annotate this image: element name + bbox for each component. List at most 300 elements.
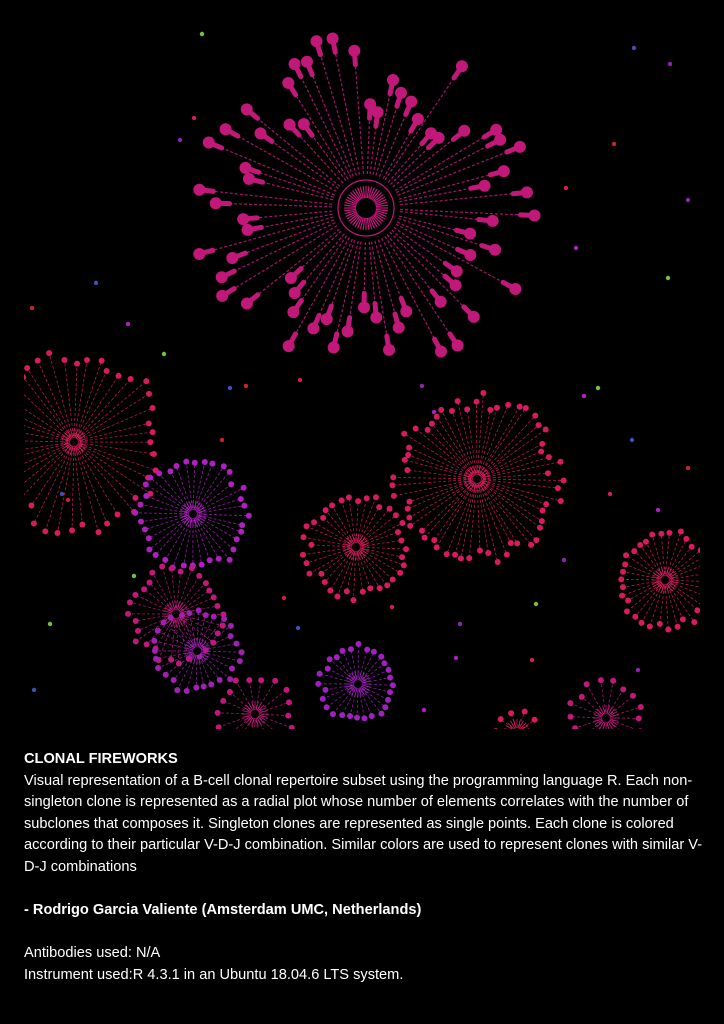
clone-spoke (249, 680, 254, 708)
clone-tip (339, 712, 345, 718)
clone-tip (171, 677, 177, 683)
clone-tip (54, 530, 60, 536)
clone-spoke (479, 405, 508, 474)
clone-tip (456, 60, 468, 72)
clone-spoke (363, 688, 386, 707)
clone-spoke (611, 696, 633, 714)
clone-tip (221, 616, 227, 622)
clone-tip (383, 344, 395, 356)
clone-tip (406, 515, 412, 521)
clone-tip (142, 527, 148, 533)
clone-tip (346, 494, 352, 500)
clone-spoke (646, 542, 662, 575)
singleton-point (200, 32, 204, 36)
clone-tip (412, 113, 424, 125)
clone-tip (163, 672, 169, 678)
clone-tip (373, 494, 379, 500)
clone-spoke (409, 448, 471, 477)
clone-tip (543, 501, 549, 507)
clone-tip (636, 715, 642, 721)
clone-tip (477, 547, 483, 553)
clone-tip (358, 301, 370, 313)
clone-tip (493, 728, 499, 729)
clone-spoke (135, 513, 187, 514)
clone-spoke (337, 657, 354, 679)
singleton-point (686, 466, 690, 470)
clone-tip (485, 550, 491, 556)
singleton-point (298, 378, 302, 382)
singleton-point (32, 688, 36, 692)
clone-tip (431, 537, 437, 543)
clone-tip (458, 555, 464, 561)
clone-spoke (24, 384, 70, 438)
clone-tip (238, 529, 244, 535)
clone-tip (289, 725, 295, 729)
clone-tip (647, 623, 653, 629)
clone-tip (390, 474, 396, 480)
clone-spoke (408, 455, 471, 477)
bottom-left-small-clone (215, 677, 295, 729)
clone-spoke (72, 448, 74, 530)
clone-tip (545, 470, 551, 476)
clone-tip (344, 588, 350, 594)
singleton-point (282, 596, 286, 600)
clone-tip (127, 599, 133, 605)
clone-tip (329, 502, 335, 508)
clone-tip (540, 508, 546, 514)
clone-spoke (480, 407, 520, 474)
clone-tip (538, 448, 544, 454)
clone-spoke (181, 590, 209, 610)
clone-tip (567, 700, 573, 706)
clone-tip (405, 96, 417, 108)
clone-tip (403, 546, 409, 552)
clone-spoke (199, 657, 211, 685)
clone-tip (624, 608, 630, 614)
clone-tip (193, 184, 205, 196)
clone-tip (619, 593, 625, 599)
clone-tip (487, 215, 499, 227)
clone-tip (310, 35, 322, 47)
clone-tip (203, 612, 209, 618)
singleton-point (178, 138, 182, 142)
clone-tip (532, 413, 538, 419)
clone-tip (555, 485, 561, 491)
clone-tip (196, 607, 202, 613)
clone-tip (220, 698, 226, 704)
clone-tip (115, 511, 121, 517)
clone-tip (285, 713, 291, 719)
left-pink-clone (24, 350, 159, 536)
clone-tip (181, 563, 187, 569)
clone-tip (323, 507, 329, 513)
clone-tip (167, 468, 173, 474)
clone-tip (320, 515, 326, 521)
clone-tip (221, 463, 227, 469)
clone-tip (625, 598, 631, 604)
clone-spoke (575, 720, 600, 728)
clone-tip (28, 503, 34, 509)
clone-tip (466, 555, 472, 561)
clone-tip (241, 103, 253, 115)
clone-tip (622, 561, 628, 567)
clone-tip (393, 512, 399, 518)
clone-tip (505, 402, 511, 408)
clone-tip (227, 689, 233, 695)
clone-tip (395, 529, 401, 535)
clone-tip (95, 529, 101, 535)
clone-tip (306, 571, 312, 577)
clone-tip (241, 503, 247, 509)
clone-spoke (360, 552, 387, 586)
clone-spoke (78, 446, 135, 498)
clone-tip (479, 180, 491, 192)
clone-tip (666, 530, 672, 536)
clone-spoke (196, 466, 224, 509)
clone-tip (138, 519, 144, 525)
clone-tip (203, 580, 209, 586)
clone-tip (433, 132, 445, 144)
clone-spoke (24, 390, 69, 439)
clone-spoke (482, 483, 540, 528)
clone-tip (638, 704, 644, 710)
clone-tip (215, 710, 221, 716)
clone-spoke (198, 518, 234, 550)
clone-tip (234, 536, 240, 542)
clone-spoke (199, 217, 333, 254)
clone-tip (215, 630, 221, 636)
clone-tip (387, 675, 393, 681)
clone-tip (233, 641, 239, 647)
clone-spoke (222, 223, 336, 277)
clone-spoke (159, 620, 174, 661)
clone-tip (452, 340, 464, 352)
clone-tip (354, 715, 360, 721)
clone-tip (31, 520, 37, 526)
clone-tip (364, 495, 370, 501)
clone-tip (584, 681, 590, 687)
clone-tip (300, 552, 306, 558)
clone-tip (406, 445, 412, 451)
clone-spoke (409, 482, 471, 518)
clone-tip (543, 427, 549, 433)
clone-tip (413, 426, 419, 432)
singleton-point (530, 658, 534, 662)
clone-tip (364, 647, 370, 653)
singleton-point (686, 198, 690, 202)
clone-spoke (353, 553, 355, 600)
clone-tip (285, 272, 297, 284)
clone-spoke (441, 410, 474, 474)
singleton-point (630, 438, 634, 442)
clone-tip (391, 493, 397, 499)
clone-spoke (186, 462, 192, 508)
clone-tip (322, 579, 328, 585)
clone-tip (480, 390, 486, 396)
clone-tip (529, 209, 541, 221)
clone-spoke (80, 432, 153, 441)
clone-tip (406, 499, 412, 505)
clone-tip (370, 311, 382, 323)
clone-tip (429, 421, 435, 427)
clone-tip (242, 224, 254, 236)
clone-tip (184, 688, 190, 694)
clone-tip (239, 162, 251, 174)
clone-spoke (199, 515, 242, 525)
antibodies-used: Antibodies used: N/A (24, 945, 161, 962)
clone-tip (146, 420, 152, 426)
clone-tip (360, 589, 366, 595)
clone-tip (300, 534, 306, 540)
singleton-point (454, 656, 458, 660)
clone-tip (301, 56, 313, 68)
clone-tip (620, 686, 626, 692)
clone-tip (141, 586, 147, 592)
singleton-point (220, 438, 224, 442)
clone-spoke (34, 447, 71, 523)
clone-tip (419, 528, 425, 534)
caption-description: Visual representation of a B-cell clonal repertoire subset using the programming language R. Each non-singleton clone is represented as a radial plot whose number of elements correlates with the number of subclones that composes it. Singleton clones are represented as single points. Each clone is colored according to their particular V-D-J combination. Similar colors are used to represent clones with similar V-D-J combinations (24, 772, 703, 875)
clone-core (473, 475, 481, 483)
clone-tip (325, 666, 331, 672)
clone-tip (384, 582, 390, 588)
clone-tip (318, 571, 324, 577)
clone-tip (150, 429, 156, 435)
clone-tip (174, 687, 180, 693)
clone-tip (143, 481, 149, 487)
clone-tip (355, 498, 361, 504)
clone-tip (382, 704, 388, 710)
bottom-center-purple-clone (315, 641, 396, 721)
clone-tip (637, 542, 643, 548)
singleton-point (132, 574, 136, 578)
clone-tip (379, 711, 385, 717)
clonal-fireworks-plot (24, 24, 700, 729)
clone-tip (620, 584, 626, 590)
clone-tip (649, 532, 655, 538)
clone-tip (623, 552, 629, 558)
clone-tip (315, 681, 321, 687)
clone-tip (211, 594, 217, 600)
clone-tip (283, 340, 295, 352)
clone-spoke (79, 445, 148, 478)
singleton-point (228, 386, 232, 390)
clone-tip (567, 714, 573, 720)
clone-core (602, 714, 610, 722)
clone-tip (239, 649, 245, 655)
clone-core (251, 710, 259, 718)
clone-tip (539, 518, 545, 524)
clone-tip (133, 618, 139, 624)
clone-tip (214, 603, 220, 609)
clone-tip (514, 540, 520, 546)
clone-tip (239, 522, 245, 528)
clone-spoke (416, 429, 473, 476)
clone-tip (226, 252, 238, 264)
clone-tip (227, 676, 233, 682)
clone-spoke (333, 689, 354, 714)
clone-tip (146, 391, 152, 397)
clone-spoke (356, 501, 358, 541)
clone-spoke (347, 553, 355, 592)
singleton-point (150, 452, 154, 456)
clone-tip (579, 694, 585, 700)
clone-tip (371, 649, 377, 655)
singleton-point (192, 116, 196, 120)
clone-tip (146, 535, 152, 541)
clone-tip (390, 682, 396, 688)
clone-tip (308, 542, 314, 548)
clone-tip (169, 566, 175, 572)
clone-tip (162, 557, 168, 563)
clone-spoke (405, 460, 471, 478)
clone-spoke (199, 516, 242, 532)
clone-tip (473, 399, 479, 405)
clone-spoke (57, 448, 72, 533)
clone-tip (643, 539, 649, 545)
clone-tip (372, 106, 384, 118)
clone-tip (509, 283, 521, 295)
clone-tip (620, 569, 626, 575)
clone-spoke (149, 518, 188, 550)
clone-spoke (481, 483, 536, 540)
clone-spoke (409, 481, 471, 502)
clone-spoke (362, 548, 402, 557)
singleton-point (668, 62, 672, 66)
clone-tip (243, 173, 255, 185)
clone-core (189, 510, 197, 518)
clone-tip (42, 528, 48, 534)
clone-spoke (360, 690, 371, 716)
clone-tip (228, 481, 234, 487)
clone-tip (311, 519, 317, 525)
clone-tip (327, 587, 333, 593)
clone-spoke (79, 445, 150, 493)
clone-spoke (650, 586, 663, 627)
singleton-point (582, 394, 586, 398)
clone-tip (147, 580, 153, 586)
clone-tip (334, 654, 340, 660)
clone-tip (517, 404, 523, 410)
clone-tip (340, 648, 346, 654)
clone-tip (24, 374, 26, 380)
clone-tip (104, 520, 110, 526)
clone-tip (498, 165, 510, 177)
clone-tip (390, 576, 396, 582)
clone-tip (155, 665, 161, 671)
singleton-point (632, 46, 636, 50)
clone-tip (79, 522, 85, 528)
clone-tip (449, 408, 455, 414)
clone-tip (639, 620, 645, 626)
clone-spoke (150, 583, 173, 610)
clone-spoke (393, 477, 471, 479)
clone-tip (125, 611, 131, 617)
clone-spoke (222, 226, 337, 296)
clone-tip (367, 585, 373, 591)
clone-tip (514, 141, 526, 153)
clone-tip (402, 457, 408, 463)
clone-tip (228, 633, 234, 639)
singleton-point (564, 186, 568, 190)
clone-tip (161, 620, 167, 626)
clone-spoke (159, 473, 189, 509)
clone-tip (246, 677, 252, 683)
clone-tip (227, 557, 233, 563)
instrument-used: Instrument used:R 4.3.1 in an Ubuntu 18.04.6 LTS system. (24, 966, 404, 983)
clone-tip (132, 510, 138, 516)
singleton-point (608, 492, 612, 496)
clone-spoke (75, 360, 87, 436)
clone-spoke (670, 583, 700, 609)
clone-tip (665, 626, 671, 632)
clone-tip (399, 520, 405, 526)
clone-spoke (223, 701, 249, 712)
clone-spoke (80, 443, 154, 454)
singleton-point (574, 246, 578, 250)
clone-tip (211, 614, 217, 620)
clone-tip (458, 125, 470, 137)
clone-tip (468, 311, 480, 323)
clone-tip (330, 711, 336, 717)
clone-tip (376, 504, 382, 510)
clone-tip (498, 716, 504, 722)
clone-spoke (261, 714, 288, 715)
clone-tip (143, 493, 149, 499)
clone-tip (637, 728, 643, 729)
clone-tip (304, 560, 310, 566)
clone-tip (361, 715, 367, 721)
clone-tip (386, 667, 392, 673)
clone-tip (150, 405, 156, 411)
clone-tip (220, 123, 232, 135)
clone-tip (434, 414, 440, 420)
clone-spoke (483, 481, 547, 504)
clone-tip (355, 641, 361, 647)
clone-tip (455, 398, 461, 404)
clone-tip (630, 693, 636, 699)
center-right-pink-clone (389, 390, 566, 565)
singleton-point (612, 142, 616, 146)
clone-tip (691, 619, 697, 625)
clone-tip (387, 506, 393, 512)
clone-spoke (199, 514, 249, 516)
clone-spoke (362, 657, 381, 680)
clone-tip (104, 368, 110, 374)
clone-spoke (80, 408, 153, 440)
clone-spoke (202, 655, 231, 679)
clone-tip (258, 677, 264, 683)
clone-tip (149, 570, 155, 576)
clone-tip (327, 656, 333, 662)
clone-tip (657, 621, 663, 627)
clone-tip (196, 573, 202, 579)
clone-tip (46, 350, 52, 356)
clone-spoke (437, 417, 474, 474)
clone-spoke (326, 510, 353, 542)
clone-tip (147, 475, 153, 481)
clone-tip (217, 677, 223, 683)
clone-spoke (260, 718, 280, 729)
clone-tip (561, 477, 567, 483)
lower-left-purple-clone (151, 607, 244, 694)
clone-tip (152, 648, 158, 654)
clone-tip (532, 717, 538, 723)
clone-spoke (216, 203, 332, 207)
clone-tip (183, 459, 189, 465)
clone-spoke (27, 368, 71, 437)
clone-tip (422, 535, 428, 541)
